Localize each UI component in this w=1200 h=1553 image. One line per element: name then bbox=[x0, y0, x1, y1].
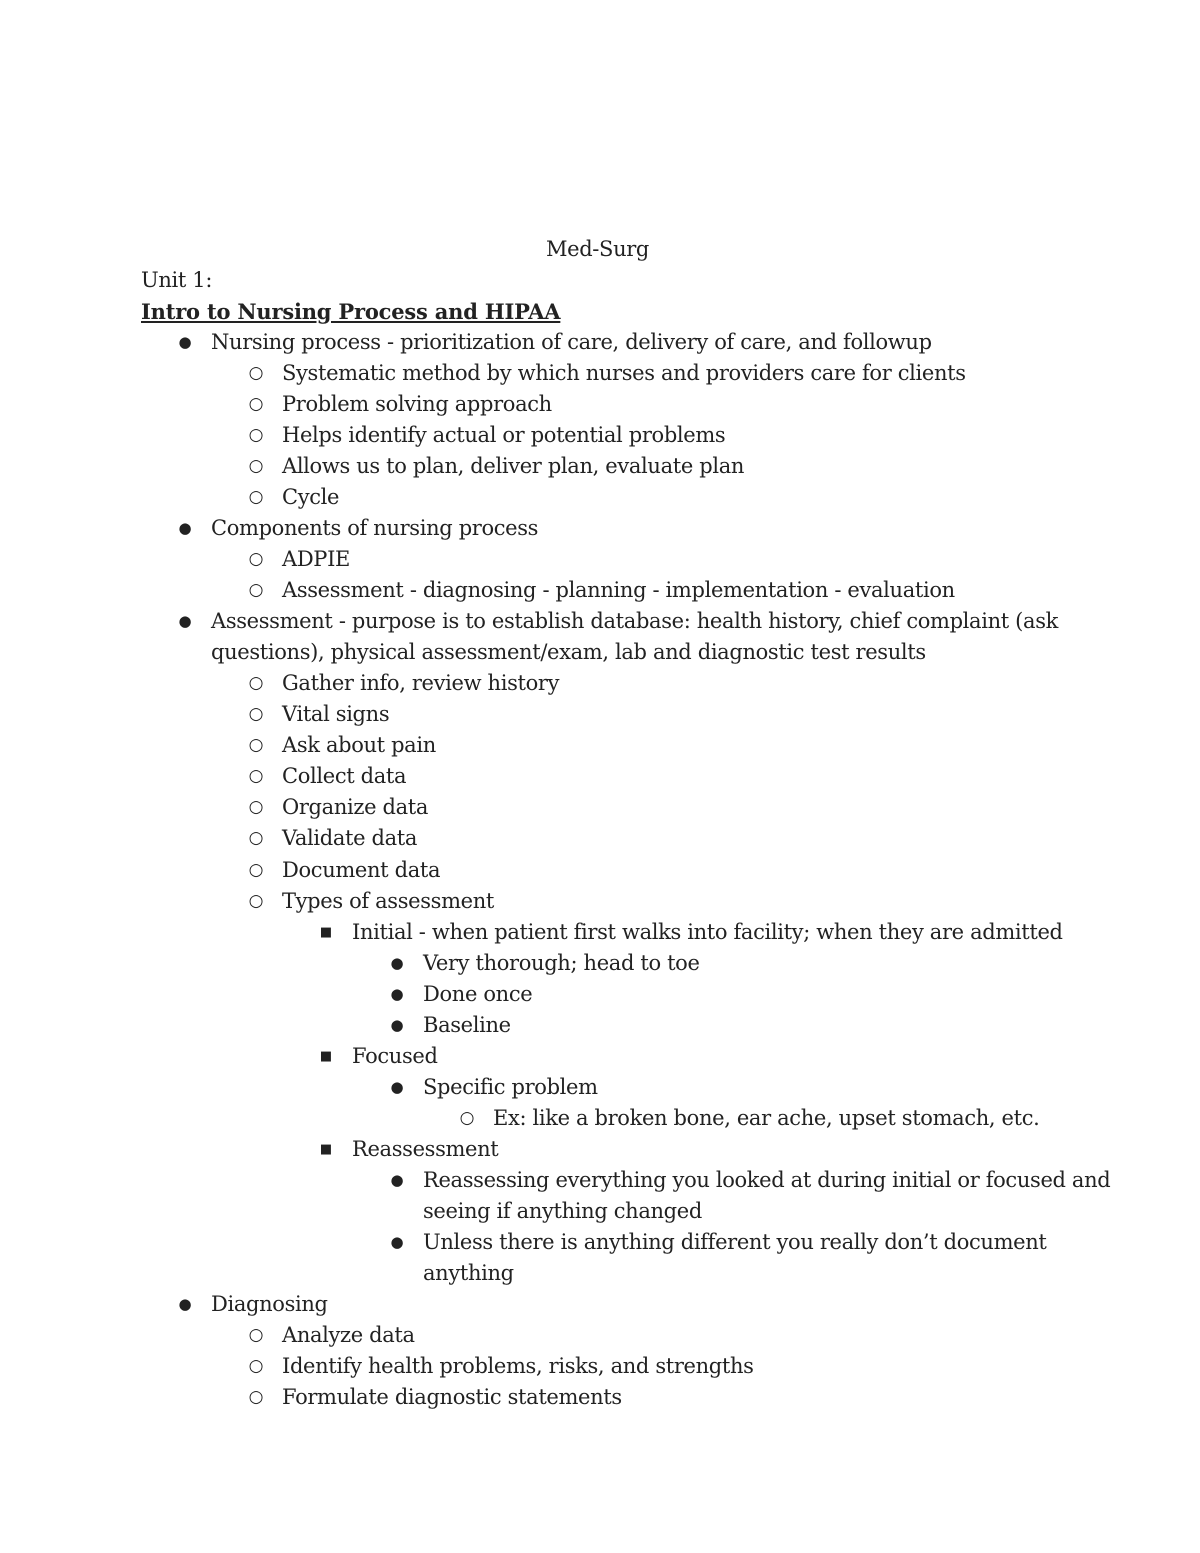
bullet-circle-icon: ○ bbox=[248, 1355, 264, 1376]
bullet-square-icon: ■ bbox=[319, 924, 333, 940]
outline-item-text: Assessment - diagnosing - planning - implementation - evaluation bbox=[282, 578, 955, 603]
outline-item-text: Very thorough; head to toe bbox=[423, 950, 700, 975]
outline-item-text: Identify health problems, risks, and strengths bbox=[282, 1353, 754, 1378]
outline-item-text: Baseline bbox=[423, 1012, 511, 1037]
outline-item-text: Cycle bbox=[282, 485, 340, 510]
outline-item-text: Done once bbox=[423, 981, 533, 1006]
bullet-circle-icon: ○ bbox=[248, 828, 264, 849]
outline-item-text: Organize data bbox=[282, 795, 428, 820]
bullet-disc-icon: ● bbox=[390, 953, 404, 972]
outline-item-text: Document data bbox=[282, 857, 441, 882]
bullet-circle-icon: ○ bbox=[248, 425, 264, 446]
outline-item-text: Vital signs bbox=[282, 702, 390, 727]
outline-item-text: Types of assessment bbox=[282, 888, 494, 913]
outline-item-text: Diagnosing bbox=[211, 1291, 328, 1316]
bullet-disc-icon: ● bbox=[178, 333, 192, 351]
bullet-circle-icon: ○ bbox=[248, 487, 264, 508]
outline-item-text: Gather info, review history bbox=[282, 671, 560, 696]
bullet-square-icon: ■ bbox=[319, 1141, 333, 1157]
outline-item-text: Reassessing everything you looked at during initial or focused and bbox=[423, 1167, 1111, 1192]
outline-item-text: questions), physical assessment/exam, lab and diagnostic test results bbox=[211, 640, 926, 665]
bullet-circle-icon: ○ bbox=[248, 394, 264, 415]
bullet-circle-icon: ○ bbox=[248, 1324, 264, 1345]
bullet-circle-icon: ○ bbox=[248, 766, 264, 787]
outline-item-text: ADPIE bbox=[282, 547, 351, 572]
bullet-circle-icon: ○ bbox=[248, 859, 264, 880]
bullet-circle-icon: ○ bbox=[248, 456, 264, 477]
bullet-disc-icon: ● bbox=[390, 984, 404, 1003]
unit-label: Unit 1: bbox=[141, 268, 213, 292]
bullet-square-icon: ■ bbox=[319, 1048, 333, 1064]
page-title: Med-Surg bbox=[545, 237, 650, 261]
bullet-disc-icon: ● bbox=[178, 1294, 192, 1313]
outline-item-text: Systematic method by which nurses and providers care for clients bbox=[282, 361, 966, 386]
bullet-circle-icon: ○ bbox=[248, 890, 264, 911]
bullet-circle-icon: ○ bbox=[248, 580, 264, 601]
bullet-disc-icon: ● bbox=[390, 1015, 404, 1034]
bullet-disc-icon: ● bbox=[178, 519, 192, 538]
outline-item-text: Specific problem bbox=[423, 1074, 598, 1099]
bullet-circle-icon: ○ bbox=[248, 549, 264, 570]
outline-item-text: Allows us to plan, deliver plan, evaluate plan bbox=[282, 454, 745, 479]
bullet-circle-icon: ○ bbox=[248, 673, 264, 694]
bullet-circle-icon: ○ bbox=[248, 363, 264, 384]
outline-item-text: Collect data bbox=[282, 764, 407, 789]
outline-item-text: Unless there is anything different you really don’t document bbox=[423, 1229, 1047, 1254]
outline-item-text: anything bbox=[423, 1260, 514, 1285]
outline-item-text: Reassessment bbox=[352, 1136, 499, 1161]
outline-item-text: Components of nursing process bbox=[211, 516, 539, 541]
outline-item-text: Formulate diagnostic statements bbox=[282, 1385, 622, 1410]
outline-item-text: Helps identify actual or potential problems bbox=[282, 423, 726, 448]
outline-item-text: seeing if anything changed bbox=[423, 1198, 702, 1223]
outline-item-text: Initial - when patient first walks into facility; when they are admitted bbox=[352, 919, 1063, 944]
bullet-circle-icon: ○ bbox=[459, 1107, 475, 1128]
bullet-disc-icon: ● bbox=[390, 1170, 404, 1189]
outline-item-text: Ask about pain bbox=[282, 733, 436, 758]
bullet-circle-icon: ○ bbox=[248, 797, 264, 818]
bullet-circle-icon: ○ bbox=[248, 1387, 264, 1408]
outline-item-text: Validate data bbox=[282, 826, 418, 851]
bullet-disc-icon: ● bbox=[178, 612, 192, 631]
bullet-circle-icon: ○ bbox=[248, 735, 264, 756]
outline-item-text: Ex: like a broken bone, ear ache, upset stomach, etc. bbox=[493, 1105, 1040, 1130]
outline-item-text: Focused bbox=[352, 1043, 438, 1068]
outline-item-text: Analyze data bbox=[282, 1322, 415, 1347]
bullet-disc-icon: ● bbox=[390, 1232, 404, 1251]
outline-item-text: Assessment - purpose is to establish database: health history, chief complaint (ask bbox=[211, 609, 1058, 634]
outline-item-text: Problem solving approach bbox=[282, 392, 552, 417]
section-heading: Intro to Nursing Process and HIPAA bbox=[141, 299, 561, 324]
bullet-circle-icon: ○ bbox=[248, 704, 264, 725]
bullet-disc-icon: ● bbox=[390, 1077, 404, 1096]
outline-item-text: Nursing process - prioritization of care, delivery of care, and followup bbox=[211, 330, 932, 354]
